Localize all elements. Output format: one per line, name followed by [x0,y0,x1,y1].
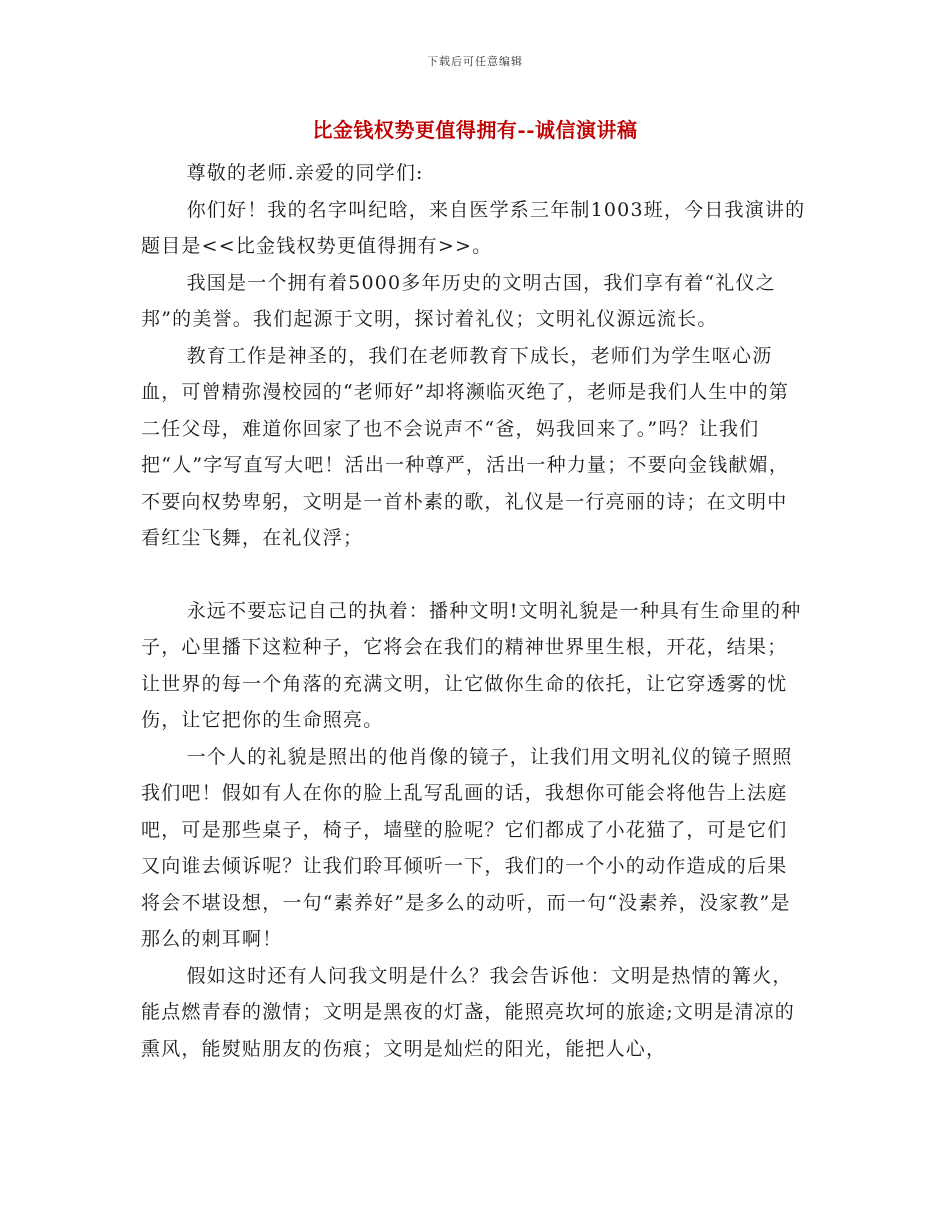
greeting-paragraph: 你们好！我的名字叫纪晗，来自医学系三年制1003班，今日我演讲的题目是<<比金钱权势更值得拥有>>。 [141,198,806,257]
body-paragraph: 一个人的礼貌是照出的他肖像的镜子，让我们用文明礼仪的镜子照照我们吧！假如有人在你的脸上乱写乱画的话，我想你可能会将他告上法庭吧，可是那些桌子，椅子，墙壁的脸呢？它们都成了小花猫了，可是它们又向谁去倾诉呢？让我们聆耳倾听一下，我们的一个小的动作造成的后果将会不堪设想，一句“素养好”是多么的动听，而一句“没素养，没家教”是那么的刺耳啊！ [141,745,793,950]
page-header-note: 下载后可任意编辑 [427,55,523,68]
body-paragraph: 教育工作是神圣的，我们在老师教育下成长，老师们为学生呕心沥血，可曾精弥漫校园的“老师好”却将濒临灭绝了，老师是我们人生中的第二任父母，难道你回家了也不会说声不“爸，妈我回来了。”吗？让我们把“人”字写直写大吧！活出一种尊严，活出一种力量；不要向金钱献媚，不要向权势卑躬，文明是一首朴素的歌，礼仪是一行亮丽的诗；在文明中看红尘飞舞，在礼仪浮； [141,344,790,549]
body-paragraph: 我国是一个拥有着5000多年历史的文明古国，我们享有着“礼仪之邦”的美誉。我们起源于文明，探讨着礼仪；文明礼仪源远流长。 [141,271,776,330]
salutation-paragraph: 尊敬的老师.亲爱的同学们: [186,162,424,184]
document-title: 比金钱权势更值得拥有--诚信演讲稿 [312,118,638,142]
document-body [141,155,807,1067]
body-paragraph: 永远不要忘记自己的执着：播种文明!文明礼貌是一种具有生命里的种子，心里播下这粒种子，它将会在我们的精神世界里生根，开花，结果；让世界的每一个角落的充满文明，让它做你生命的依托，让它穿透雾的忧伤，让它把你的生命照亮。 [141,599,802,731]
body-paragraph: 假如这时还有人问我文明是什么？我会告诉他：文明是热情的篝火，能点燃青春的激情；文明是黑夜的灯盏，能照亮坎坷的旅途;文明是清凉的熏风，能熨贴朋友的伤痕；文明是灿烂的阳光，能把人心， [141,964,796,1060]
